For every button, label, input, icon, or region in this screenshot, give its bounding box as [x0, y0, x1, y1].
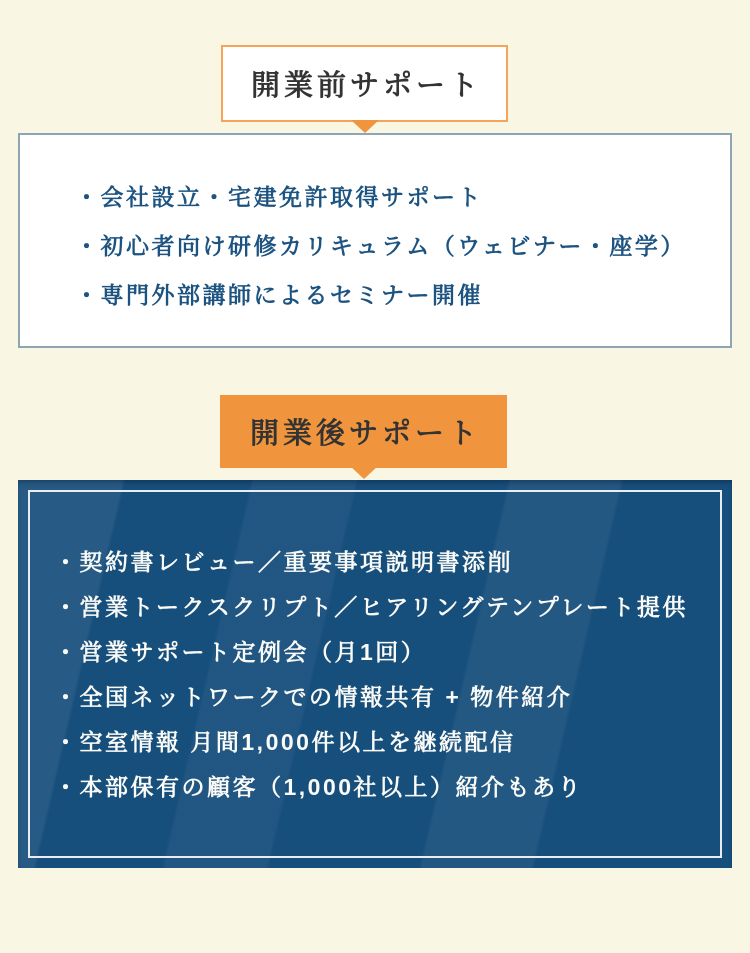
support-item: ・全国ネットワークでの情報共有 + 物件紹介 [54, 684, 573, 710]
support-item: ・営業トークスクリプト／ヒアリングテンプレート提供 [54, 594, 688, 620]
support-item: ・営業サポート定例会（月1回） [54, 639, 427, 665]
support-item: ・専門外部講師によるセミナー開催 [75, 282, 483, 308]
arrow-down-icon [351, 120, 379, 133]
post-opening-title-badge [220, 395, 507, 468]
support-item: ・契約書レビュー／重要事項説明書添削 [54, 549, 513, 575]
pre-opening-support-list [20, 135, 730, 320]
post-opening-support-list [18, 480, 732, 810]
arrow-down-icon [350, 466, 378, 479]
support-item: ・本部保有の顧客（1,000社以上）紹介もあり [54, 774, 584, 800]
support-item: ・初心者向け研修カリキュラム（ウェビナー・座学） [75, 233, 686, 259]
pre-opening-title-badge [221, 45, 508, 122]
pre-opening-title-label: 開業前サポート [250, 70, 482, 102]
post-opening-support-box [18, 480, 732, 868]
support-item: ・会社設立・宅建免許取得サポート [75, 184, 483, 210]
support-item: ・空室情報 月間1,000件以上を継続配信 [54, 729, 516, 755]
post-opening-title-label: 開業後サポート [249, 418, 481, 450]
pre-opening-support-box [18, 133, 732, 348]
